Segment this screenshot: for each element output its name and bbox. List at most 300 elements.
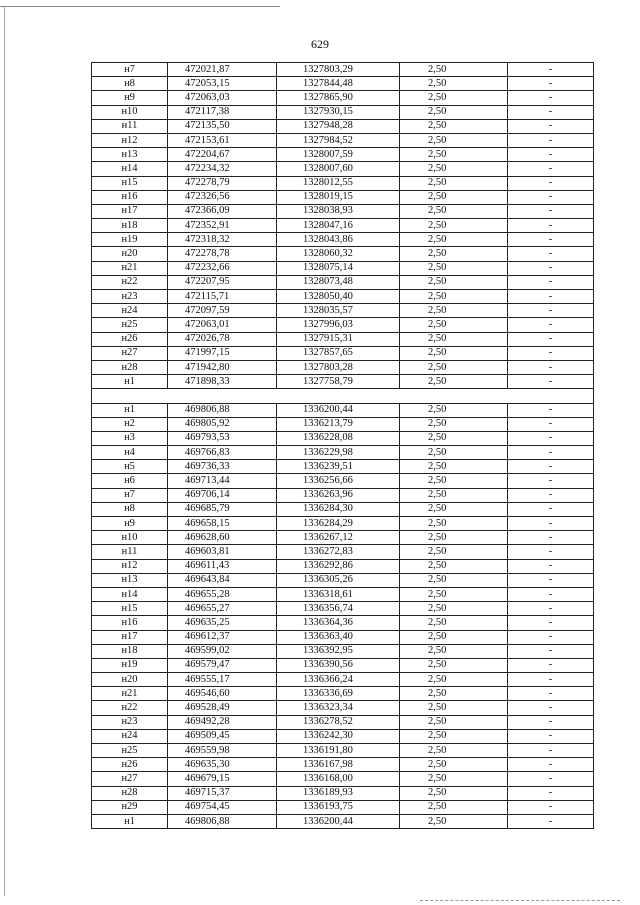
note-cell: -	[508, 474, 594, 488]
point-id-cell: н23	[92, 715, 168, 729]
note-cell: -	[508, 119, 594, 133]
accuracy-cell: 2,50	[400, 247, 508, 261]
accuracy-cell: 2,50	[400, 715, 508, 729]
x-coordinate-cell: 469546,60	[168, 687, 277, 701]
note-cell: -	[508, 403, 594, 417]
table-row	[92, 247, 594, 261]
table-row	[92, 176, 594, 190]
table-row	[92, 502, 594, 516]
point-id-cell: н9	[92, 91, 168, 105]
x-coordinate-cell: 469559,98	[168, 744, 277, 758]
x-coordinate-cell: 469805,92	[168, 417, 277, 431]
table-row	[92, 587, 594, 601]
note-cell: -	[508, 573, 594, 587]
note-cell: -	[508, 644, 594, 658]
point-id-cell: н19	[92, 233, 168, 247]
accuracy-cell: 2,50	[400, 318, 508, 332]
table-row	[92, 446, 594, 460]
point-id-cell: н12	[92, 559, 168, 573]
table-row	[92, 417, 594, 431]
table-row	[92, 63, 594, 77]
x-coordinate-cell: 472153,61	[168, 133, 277, 147]
point-id-cell: н8	[92, 77, 168, 91]
x-coordinate-cell: 472026,78	[168, 332, 277, 346]
note-cell: -	[508, 133, 594, 147]
y-coordinate-cell: 1328043,86	[277, 233, 400, 247]
point-id-cell: н26	[92, 332, 168, 346]
y-coordinate-cell: 1336305,26	[277, 573, 400, 587]
y-coordinate-cell: 1328019,15	[277, 190, 400, 204]
x-coordinate-cell: 469679,15	[168, 772, 277, 786]
table-row	[92, 786, 594, 800]
y-coordinate-cell: 1336200,44	[277, 814, 400, 828]
table-row	[92, 701, 594, 715]
x-coordinate-cell: 469715,37	[168, 786, 277, 800]
accuracy-cell: 2,50	[400, 176, 508, 190]
y-coordinate-cell: 1336366,24	[277, 673, 400, 687]
x-coordinate-cell: 472021,87	[168, 63, 277, 77]
y-coordinate-cell: 1327930,15	[277, 105, 400, 119]
point-id-cell: н18	[92, 219, 168, 233]
x-coordinate-cell: 469492,28	[168, 715, 277, 729]
accuracy-cell: 2,50	[400, 417, 508, 431]
y-coordinate-cell: 1328012,55	[277, 176, 400, 190]
note-cell: -	[508, 219, 594, 233]
x-coordinate-cell: 469806,88	[168, 814, 277, 828]
accuracy-cell: 2,50	[400, 360, 508, 374]
y-coordinate-cell: 1336323,34	[277, 701, 400, 715]
note-cell: -	[508, 658, 594, 672]
table-row	[92, 148, 594, 162]
point-id-cell: н21	[92, 687, 168, 701]
x-coordinate-cell: 471997,15	[168, 346, 277, 360]
point-id-cell: н17	[92, 204, 168, 218]
table-row	[92, 673, 594, 687]
x-coordinate-cell: 469793,53	[168, 431, 277, 445]
x-coordinate-cell: 472063,01	[168, 318, 277, 332]
point-id-cell: н1	[92, 814, 168, 828]
accuracy-cell: 2,50	[400, 630, 508, 644]
accuracy-cell: 2,50	[400, 644, 508, 658]
point-id-cell: н15	[92, 176, 168, 190]
point-id-cell: н10	[92, 105, 168, 119]
y-coordinate-cell: 1336284,30	[277, 502, 400, 516]
note-cell: -	[508, 701, 594, 715]
point-id-cell: н15	[92, 602, 168, 616]
accuracy-cell: 2,50	[400, 332, 508, 346]
x-coordinate-cell: 469611,43	[168, 559, 277, 573]
y-coordinate-cell: 1327865,90	[277, 91, 400, 105]
table-row	[92, 332, 594, 346]
point-id-cell: н2	[92, 417, 168, 431]
note-cell: -	[508, 502, 594, 516]
table-row	[92, 133, 594, 147]
table-row	[92, 758, 594, 772]
note-cell: -	[508, 616, 594, 630]
point-id-cell: н13	[92, 573, 168, 587]
table-row	[92, 517, 594, 531]
accuracy-cell: 2,50	[400, 190, 508, 204]
note-cell: -	[508, 687, 594, 701]
point-id-cell: н19	[92, 658, 168, 672]
point-id-cell: н6	[92, 474, 168, 488]
note-cell: -	[508, 602, 594, 616]
point-id-cell: н11	[92, 545, 168, 559]
accuracy-cell: 2,50	[400, 204, 508, 218]
note-cell: -	[508, 204, 594, 218]
note-cell: -	[508, 531, 594, 545]
note-cell: -	[508, 545, 594, 559]
table-row	[92, 290, 594, 304]
accuracy-cell: 2,50	[400, 105, 508, 119]
point-id-cell: н16	[92, 190, 168, 204]
table-row	[92, 630, 594, 644]
accuracy-cell: 2,50	[400, 261, 508, 275]
table-row	[92, 531, 594, 545]
accuracy-cell: 2,50	[400, 616, 508, 630]
table-row	[92, 275, 594, 289]
table-row	[92, 772, 594, 786]
x-coordinate-cell: 472115,71	[168, 290, 277, 304]
accuracy-cell: 2,50	[400, 219, 508, 233]
point-id-cell: н12	[92, 133, 168, 147]
table-row	[92, 261, 594, 275]
table-row	[92, 800, 594, 814]
y-coordinate-cell: 1336256,66	[277, 474, 400, 488]
point-id-cell: н14	[92, 587, 168, 601]
note-cell: -	[508, 758, 594, 772]
section-separator-cell	[92, 389, 594, 403]
y-coordinate-cell: 1327915,31	[277, 332, 400, 346]
accuracy-cell: 2,50	[400, 687, 508, 701]
x-coordinate-cell: 469603,81	[168, 545, 277, 559]
note-cell: -	[508, 176, 594, 190]
y-coordinate-cell: 1328075,14	[277, 261, 400, 275]
y-coordinate-cell: 1336336,69	[277, 687, 400, 701]
accuracy-cell: 2,50	[400, 119, 508, 133]
table-row	[92, 375, 594, 389]
y-coordinate-cell: 1327996,03	[277, 318, 400, 332]
x-coordinate-cell: 472097,59	[168, 304, 277, 318]
note-cell: -	[508, 517, 594, 531]
point-id-cell: н27	[92, 772, 168, 786]
table-row	[92, 616, 594, 630]
y-coordinate-cell: 1336193,75	[277, 800, 400, 814]
point-id-cell: н25	[92, 318, 168, 332]
y-coordinate-cell: 1328060,32	[277, 247, 400, 261]
note-cell: -	[508, 304, 594, 318]
note-cell: -	[508, 488, 594, 502]
x-coordinate-cell: 472352,91	[168, 219, 277, 233]
point-id-cell: н9	[92, 517, 168, 531]
y-coordinate-cell: 1328007,60	[277, 162, 400, 176]
note-cell: -	[508, 148, 594, 162]
point-id-cell: н24	[92, 729, 168, 743]
x-coordinate-cell: 469628,60	[168, 531, 277, 545]
y-coordinate-cell: 1336278,52	[277, 715, 400, 729]
y-coordinate-cell: 1336363,40	[277, 630, 400, 644]
table-row	[92, 318, 594, 332]
accuracy-cell: 2,50	[400, 758, 508, 772]
y-coordinate-cell: 1336191,80	[277, 744, 400, 758]
note-cell: -	[508, 247, 594, 261]
table-row	[92, 77, 594, 91]
x-coordinate-cell: 472234,32	[168, 162, 277, 176]
table-row	[92, 644, 594, 658]
scan-edge-bottom	[420, 900, 620, 901]
accuracy-cell: 2,50	[400, 63, 508, 77]
y-coordinate-cell: 1327948,28	[277, 119, 400, 133]
accuracy-cell: 2,50	[400, 772, 508, 786]
y-coordinate-cell: 1336392,95	[277, 644, 400, 658]
y-coordinate-cell: 1336364,36	[277, 616, 400, 630]
x-coordinate-cell: 472366,09	[168, 204, 277, 218]
x-coordinate-cell: 469655,27	[168, 602, 277, 616]
table-row	[92, 431, 594, 445]
accuracy-cell: 2,50	[400, 275, 508, 289]
note-cell: -	[508, 446, 594, 460]
y-coordinate-cell: 1328050,40	[277, 290, 400, 304]
x-coordinate-cell: 469658,15	[168, 517, 277, 531]
accuracy-cell: 2,50	[400, 531, 508, 545]
accuracy-cell: 2,50	[400, 431, 508, 445]
table-row	[92, 687, 594, 701]
point-id-cell: н29	[92, 800, 168, 814]
accuracy-cell: 2,50	[400, 446, 508, 460]
note-cell: -	[508, 800, 594, 814]
note-cell: -	[508, 729, 594, 743]
table-row	[92, 105, 594, 119]
point-id-cell: н5	[92, 460, 168, 474]
point-id-cell: н28	[92, 786, 168, 800]
x-coordinate-cell: 469806,88	[168, 403, 277, 417]
x-coordinate-cell: 471898,33	[168, 375, 277, 389]
note-cell: -	[508, 814, 594, 828]
accuracy-cell: 2,50	[400, 517, 508, 531]
y-coordinate-cell: 1336292,86	[277, 559, 400, 573]
note-cell: -	[508, 91, 594, 105]
coordinates-table-body	[92, 63, 594, 829]
y-coordinate-cell: 1327803,28	[277, 360, 400, 374]
y-coordinate-cell: 1336390,56	[277, 658, 400, 672]
accuracy-cell: 2,50	[400, 729, 508, 743]
table-row	[92, 658, 594, 672]
y-coordinate-cell: 1336263,96	[277, 488, 400, 502]
note-cell: -	[508, 559, 594, 573]
coordinates-table	[91, 62, 594, 829]
table-row	[92, 573, 594, 587]
x-coordinate-cell: 469635,30	[168, 758, 277, 772]
note-cell: -	[508, 332, 594, 346]
point-id-cell: н17	[92, 630, 168, 644]
accuracy-cell: 2,50	[400, 148, 508, 162]
y-coordinate-cell: 1336200,44	[277, 403, 400, 417]
note-cell: -	[508, 360, 594, 374]
point-id-cell: н8	[92, 502, 168, 516]
table-row	[92, 91, 594, 105]
x-coordinate-cell: 472278,79	[168, 176, 277, 190]
note-cell: -	[508, 77, 594, 91]
table-row	[92, 219, 594, 233]
x-coordinate-cell: 472053,15	[168, 77, 277, 91]
point-id-cell: н18	[92, 644, 168, 658]
accuracy-cell: 2,50	[400, 133, 508, 147]
y-coordinate-cell: 1328035,57	[277, 304, 400, 318]
table-row	[92, 190, 594, 204]
table-row	[92, 715, 594, 729]
section-separator-row	[92, 389, 594, 403]
accuracy-cell: 2,50	[400, 587, 508, 601]
x-coordinate-cell: 472204,67	[168, 148, 277, 162]
accuracy-cell: 2,50	[400, 602, 508, 616]
note-cell: -	[508, 431, 594, 445]
y-coordinate-cell: 1336284,29	[277, 517, 400, 531]
note-cell: -	[508, 460, 594, 474]
note-cell: -	[508, 261, 594, 275]
point-id-cell: н11	[92, 119, 168, 133]
table-row	[92, 474, 594, 488]
accuracy-cell: 2,50	[400, 474, 508, 488]
y-coordinate-cell: 1336318,61	[277, 587, 400, 601]
y-coordinate-cell: 1336239,51	[277, 460, 400, 474]
table-row	[92, 346, 594, 360]
table-row	[92, 744, 594, 758]
accuracy-cell: 2,50	[400, 488, 508, 502]
accuracy-cell: 2,50	[400, 673, 508, 687]
note-cell: -	[508, 63, 594, 77]
note-cell: -	[508, 744, 594, 758]
x-coordinate-cell: 472135,50	[168, 119, 277, 133]
note-cell: -	[508, 786, 594, 800]
x-coordinate-cell: 472326,56	[168, 190, 277, 204]
table-row	[92, 119, 594, 133]
accuracy-cell: 2,50	[400, 800, 508, 814]
note-cell: -	[508, 673, 594, 687]
page-number: 629	[311, 37, 329, 51]
note-cell: -	[508, 772, 594, 786]
point-id-cell: н27	[92, 346, 168, 360]
accuracy-cell: 2,50	[400, 162, 508, 176]
point-id-cell: н26	[92, 758, 168, 772]
point-id-cell: н4	[92, 446, 168, 460]
accuracy-cell: 2,50	[400, 304, 508, 318]
point-id-cell: н3	[92, 431, 168, 445]
table-row	[92, 814, 594, 828]
accuracy-cell: 2,50	[400, 545, 508, 559]
x-coordinate-cell: 469599,02	[168, 644, 277, 658]
accuracy-cell: 2,50	[400, 91, 508, 105]
note-cell: -	[508, 275, 594, 289]
point-id-cell: н28	[92, 360, 168, 374]
accuracy-cell: 2,50	[400, 460, 508, 474]
x-coordinate-cell: 469713,44	[168, 474, 277, 488]
x-coordinate-cell: 472232,66	[168, 261, 277, 275]
accuracy-cell: 2,50	[400, 701, 508, 715]
y-coordinate-cell: 1336272,83	[277, 545, 400, 559]
y-coordinate-cell: 1336356,74	[277, 602, 400, 616]
x-coordinate-cell: 469685,79	[168, 502, 277, 516]
x-coordinate-cell: 469579,47	[168, 658, 277, 672]
table-row	[92, 403, 594, 417]
note-cell: -	[508, 290, 594, 304]
note-cell: -	[508, 190, 594, 204]
note-cell: -	[508, 375, 594, 389]
y-coordinate-cell: 1336242,30	[277, 729, 400, 743]
x-coordinate-cell: 469655,28	[168, 587, 277, 601]
x-coordinate-cell: 469555,17	[168, 673, 277, 687]
x-coordinate-cell: 469736,33	[168, 460, 277, 474]
table-row	[92, 162, 594, 176]
note-cell: -	[508, 105, 594, 119]
y-coordinate-cell: 1336167,98	[277, 758, 400, 772]
x-coordinate-cell: 469766,83	[168, 446, 277, 460]
point-id-cell: н7	[92, 63, 168, 77]
scan-edge-left	[4, 6, 5, 896]
y-coordinate-cell: 1336189,93	[277, 786, 400, 800]
point-id-cell: н7	[92, 488, 168, 502]
accuracy-cell: 2,50	[400, 744, 508, 758]
accuracy-cell: 2,50	[400, 786, 508, 800]
note-cell: -	[508, 233, 594, 247]
accuracy-cell: 2,50	[400, 559, 508, 573]
point-id-cell: н22	[92, 275, 168, 289]
y-coordinate-cell: 1327803,29	[277, 63, 400, 77]
point-id-cell: н13	[92, 148, 168, 162]
accuracy-cell: 2,50	[400, 814, 508, 828]
table-row	[92, 602, 594, 616]
y-coordinate-cell: 1327758,79	[277, 375, 400, 389]
y-coordinate-cell: 1327984,52	[277, 133, 400, 147]
y-coordinate-cell: 1328038,93	[277, 204, 400, 218]
table-row	[92, 559, 594, 573]
x-coordinate-cell: 469612,37	[168, 630, 277, 644]
table-row	[92, 460, 594, 474]
x-coordinate-cell: 469635,25	[168, 616, 277, 630]
point-id-cell: н1	[92, 403, 168, 417]
note-cell: -	[508, 630, 594, 644]
point-id-cell: н14	[92, 162, 168, 176]
table-row	[92, 233, 594, 247]
point-id-cell: н20	[92, 673, 168, 687]
y-coordinate-cell: 1328007,59	[277, 148, 400, 162]
x-coordinate-cell: 472117,38	[168, 105, 277, 119]
table-row	[92, 545, 594, 559]
accuracy-cell: 2,50	[400, 573, 508, 587]
x-coordinate-cell: 471942,80	[168, 360, 277, 374]
point-id-cell: н22	[92, 701, 168, 715]
y-coordinate-cell: 1328073,48	[277, 275, 400, 289]
point-id-cell: н20	[92, 247, 168, 261]
y-coordinate-cell: 1327857,65	[277, 346, 400, 360]
scan-edge-top	[0, 6, 280, 7]
x-coordinate-cell: 472318,32	[168, 233, 277, 247]
point-id-cell: н10	[92, 531, 168, 545]
point-id-cell: н23	[92, 290, 168, 304]
x-coordinate-cell: 469528,49	[168, 701, 277, 715]
note-cell: -	[508, 417, 594, 431]
x-coordinate-cell: 472207,95	[168, 275, 277, 289]
accuracy-cell: 2,50	[400, 658, 508, 672]
y-coordinate-cell: 1336168,00	[277, 772, 400, 786]
table-row	[92, 360, 594, 374]
point-id-cell: н16	[92, 616, 168, 630]
accuracy-cell: 2,50	[400, 346, 508, 360]
x-coordinate-cell: 469706,14	[168, 488, 277, 502]
table-row	[92, 304, 594, 318]
y-coordinate-cell: 1328047,16	[277, 219, 400, 233]
note-cell: -	[508, 587, 594, 601]
y-coordinate-cell: 1336213,79	[277, 417, 400, 431]
